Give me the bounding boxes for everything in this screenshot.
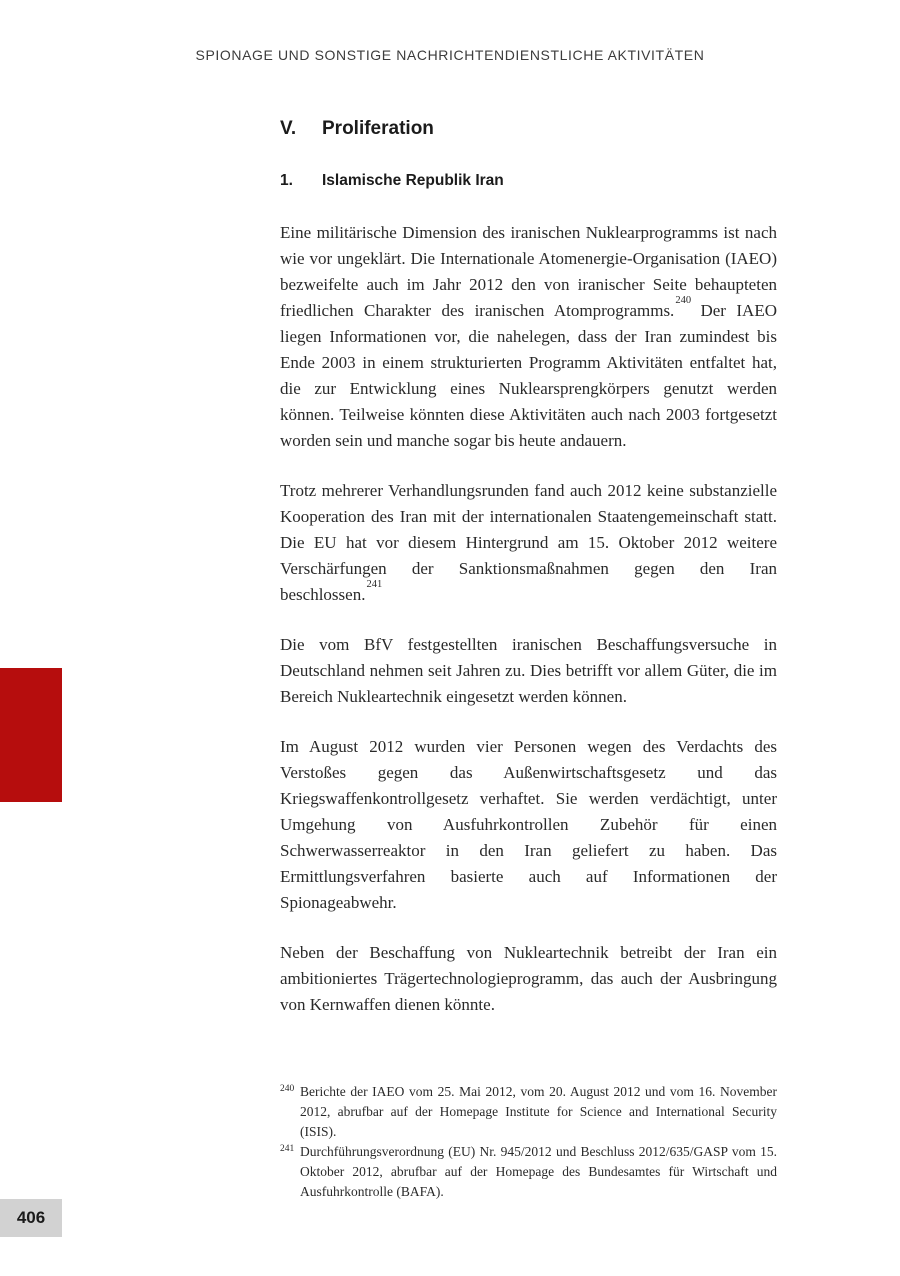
body-paragraphs xyxy=(280,220,777,1018)
footnote-ref: 241 xyxy=(366,579,383,591)
footnote-ref: 240 xyxy=(675,295,692,307)
subsection-heading xyxy=(280,170,777,192)
running-header: SPIONAGE UND SONSTIGE NACHRICHTENDIENSTLICHE AKTIVITÄTEN xyxy=(195,47,705,63)
footnote-text: Berichte der IAEO vom 25. Mai 2012, vom 20. August 2012 und vom 16. November 2012, abrufbar auf der Homepage Institute for Science and International Security (ISIS). xyxy=(300,1084,777,1139)
footnote xyxy=(280,1082,777,1142)
footnotes xyxy=(280,1082,777,1202)
subsection-number: 1. xyxy=(280,172,293,189)
footnote xyxy=(280,1142,777,1202)
footnote-number: 240 xyxy=(280,1084,295,1094)
chapter-color-marker xyxy=(0,668,62,802)
body-paragraph: Trotz mehrerer Verhandlungsrunden fand auch 2012 keine substanzielle Kooperation des Iran mit der internationalen Staatengemeinschaft statt. Die EU hat vor diesem Hintergrund am 15. Oktober 2012 weitere Verschärfungen der Sanktionsmaßnahmen gegen den Iran beschlossen.$^{241}$ xyxy=(280,481,777,604)
page-number: 406 xyxy=(16,1208,46,1227)
body-paragraph: Im August 2012 wurden vier Personen wegen des Verdachts des Verstoßes gegen das Außenwirtschaftsgesetz und das Kriegswaffenkontrollgesetz verhaftet. Sie werden verdächtigt, unter Umgehung von Ausfuhrkontrollen Zubehör für einen Schwerwasserreaktor in den Iran geliefert zu haben. Das Ermittlungsverfahren basierte auch auf Informationen der Spionageabwehr. xyxy=(280,737,777,912)
subsection-title: Islamische Republik Iran xyxy=(322,172,504,189)
footnote-text: Durchführungsverordnung (EU) Nr. 945/2012 und Beschluss 2012/635/GASP vom 15. Oktober 2012, abrufbar auf der Homepage des Bundesamtes für Wirtschaft und Ausfuhrkontrolle (BAFA). xyxy=(300,1144,777,1199)
page-number-box xyxy=(0,1199,62,1237)
body-paragraph: Neben der Beschaffung von Nukleartechnik betreibt der Iran ein ambitioniertes Trägertechnologieprogramm, das auch der Ausbringung von Kernwaffen dienen könnte. xyxy=(280,943,777,1014)
body-paragraph: Die vom BfV festgestellten iranischen Beschaffungsversuche in Deutschland nehmen seit Jahren zu. Dies betrifft vor allem Güter, die im Bereich Nukleartechnik eingesetzt werden können. xyxy=(280,635,777,706)
footnote-number: 241 xyxy=(280,1144,295,1154)
page-content xyxy=(280,116,777,1202)
section-title: Proliferation xyxy=(322,118,434,139)
body-paragraph: Eine militärische Dimension des iranischen Nuklearprogramms ist nach wie vor ungeklärt. Die Internationale Atomenergie-Organisation (IAEO) bezweifelte auch im Jahr 2012 den von iranischer Seite behaupteten friedlichen Charakter des iranischen Atomprogramms.$^{240}$ Der IAEO liegen Informationen vor, die nahelegen, dass der Iran zumindest bis Ende 2003 in einem strukturierten Programm Aktivitäten entfaltet hat, die zur Entwicklung eines Nuklearsprengkörpers genutzt werden können. Teilweise könnten diese Aktivitäten auch nach 2003 fortgesetzt worden sein und manche sogar bis heute andauern. xyxy=(280,223,777,450)
section-number: V. xyxy=(280,118,297,139)
section-heading xyxy=(280,116,777,142)
